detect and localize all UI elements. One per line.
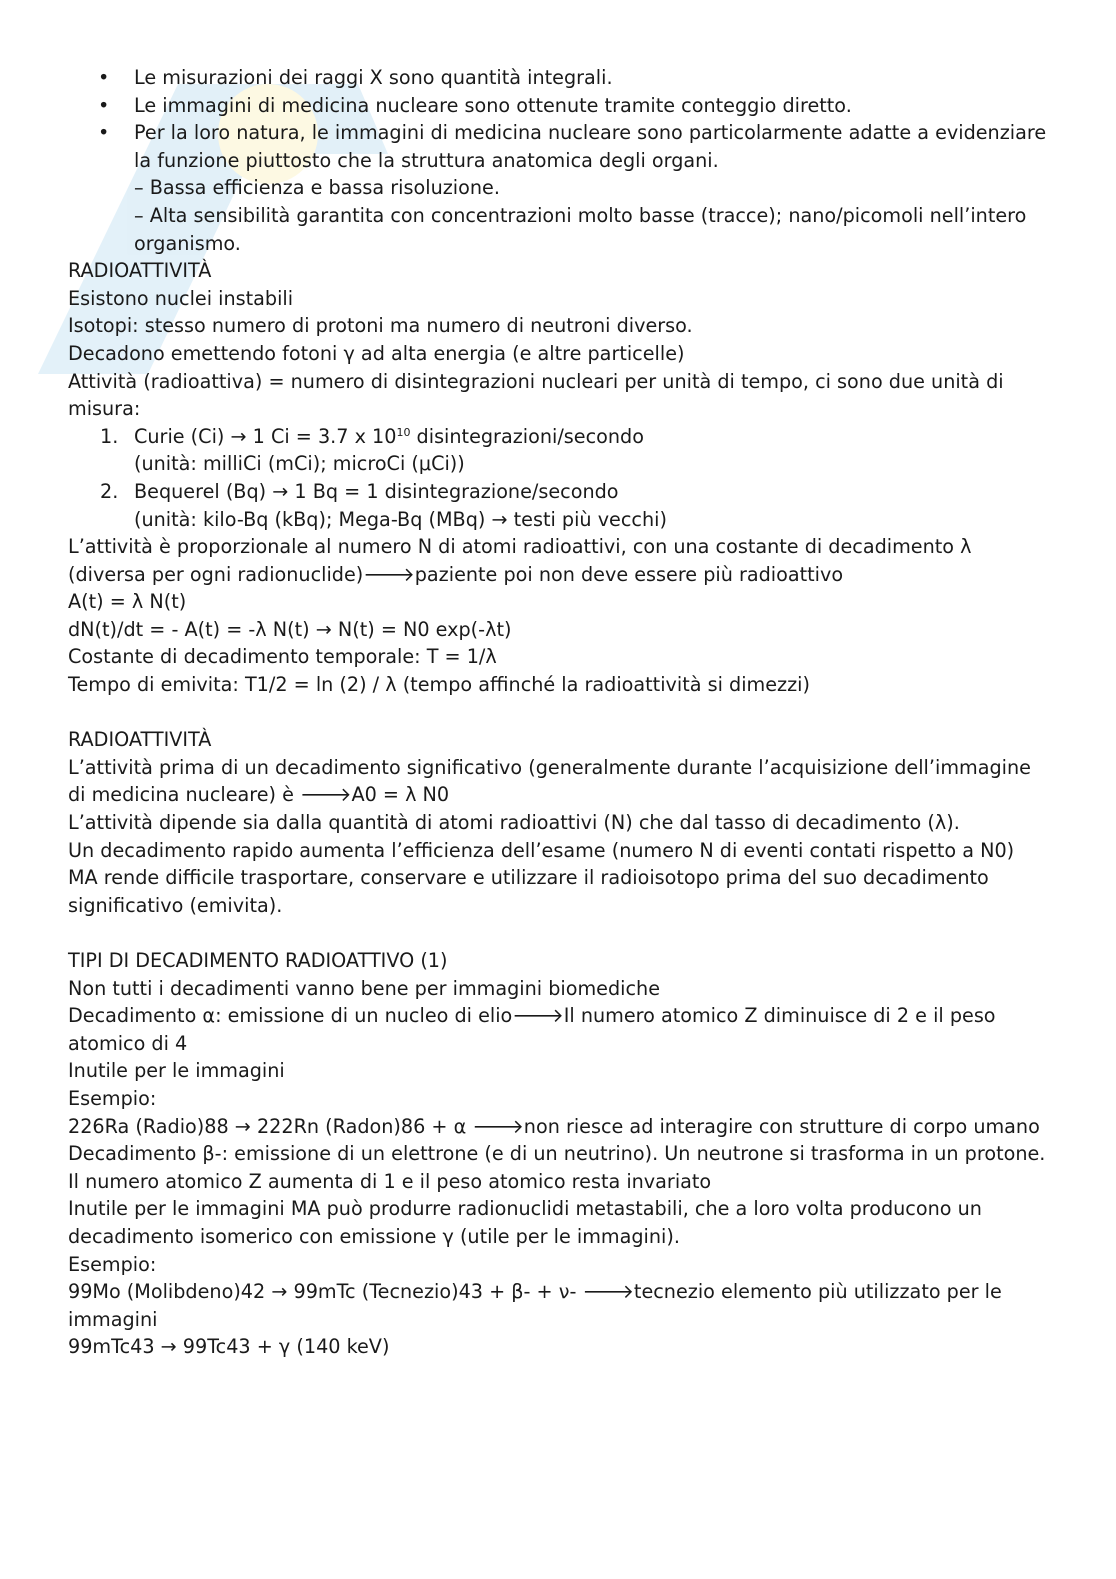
document-body <box>68 64 1048 1361</box>
list-item: • Per la loro natura, le immagini di medicina nucleare sono particolarmente adatte a evidenziare la funzione piuttosto che la struttura anatomica degli organi. – Bassa efficienza e bassa risoluzione. – Alta sensibilità garantita con concentrazioni molto basse (tracce); nano/picomoli nell’intero organismo. <box>68 119 1048 257</box>
formula: dN(t)/dt = - A(t) = -λ N(t) → N(t) = N0 exp(-λt) <box>68 617 512 641</box>
paragraph: Esistono nuclei instabili <box>68 286 294 310</box>
sub-item: – Bassa efficienza e bassa risoluzione. <box>134 176 500 200</box>
paragraph: Decadimento β-: emissione di un elettrone (e di un neutrino). Un neutrone si trasforma in un protone. <box>68 1142 1046 1166</box>
paragraph: L’attività dipende sia dalla quantità di atomi radioattivi (N) che dal tasso di decadimento (λ). <box>68 811 960 835</box>
paragraph: 99Mo (Molibdeno)42 → 99mTc (Tecnezio)43 + β- + ν- 🡒tecnezio elemento più utilizzato per le immagini <box>68 1280 1002 1331</box>
paragraph: Esempio: <box>68 1252 157 1276</box>
section-heading: TIPI DI DECADIMENTO RADIOATTIVO (1) <box>68 949 448 972</box>
list-item: 1. Curie (Ci) → 1 Ci = 3.7 x $10^{10}$ disintegrazioni/secondo (unità: milliCi (mCi); microCi (μCi)) <box>100 424 644 476</box>
section-heading: RADIOATTIVITÀ <box>68 728 212 752</box>
paragraph: Inutile per le immagini <box>68 1059 285 1083</box>
paragraph: MA rende difficile trasportare, conservare e utilizzare il radioisotopo prima del suo decadimento significativo (emivita). <box>68 866 989 917</box>
units-list <box>68 423 1048 533</box>
list-item: • Le misurazioni dei raggi X sono quantità integrali. <box>68 64 1048 92</box>
list-item: 2. Bequerel (Bq) → 1 Bq = 1 disintegrazione/secondo (unità: kilo-Bq (kBq); Mega-Bq (MBq) → testi più vecchi) <box>100 479 667 531</box>
sub-item: – Alta sensibilità garantita con concentrazioni molto basse (tracce); nano/picomoli nell’intero organismo. <box>134 203 1027 255</box>
section-heading: RADIOATTIVITÀ <box>68 259 212 283</box>
paragraph: Inutile per le immagini MA può produrre radionuclidi metastabili, che a loro volta producono un decadimento isomerico con emissione γ (utile per le immagini). <box>68 1197 982 1248</box>
paragraph: L’attività prima di un decadimento significativo (generalmente durante l’acquisizione dell’immagine di medicina nucleare) è 🡒A0 = λ N0 <box>68 755 1031 807</box>
paragraph: Decadimento α: emissione di un nucleo di elio🡒Il numero atomico Z diminuisce di 2 e il peso atomico di 4 <box>68 1004 996 1055</box>
paragraph: Attività (radioattiva) = numero di disintegrazioni nucleari per unità di tempo, ci sono due unità di misura: <box>68 369 1004 421</box>
paragraph: Il numero atomico Z aumenta di 1 e il peso atomico resta invariato <box>68 1169 712 1193</box>
intro-bullets <box>68 64 1048 257</box>
paragraph: L’attività è proporzionale al numero N di atomi radioattivi, con una costante di decadimento λ (diversa per ogni radionuclide)🡒paziente poi non deve essere più radioattivo <box>68 535 972 586</box>
list-item: • Le immagini di medicina nucleare sono ottenute tramite conteggio diretto. <box>68 92 1048 120</box>
paragraph: Isotopi: stesso numero di protoni ma numero di neutroni diverso. <box>68 314 693 338</box>
paragraph: Decadono emettendo fotoni γ ad alta energia (e altre particelle) <box>68 341 685 365</box>
formula: A(t) = λ N(t) <box>68 590 187 614</box>
paragraph: 226Ra (Radio)88 → 222Rn (Radon)86 + α 🡒non riesce ad interagire con strutture di corpo umano <box>68 1114 1040 1138</box>
paragraph: 99mTc43 → 99Tc43 + γ (140 keV) <box>68 1335 390 1359</box>
paragraph: Costante di decadimento temporale: T = 1/λ <box>68 645 497 669</box>
paragraph: Un decadimento rapido aumenta l’efficienza dell’esame (numero N di eventi contati rispetto a N0) <box>68 838 1015 862</box>
paragraph: Non tutti i decadimenti vanno bene per immagini biomediche <box>68 976 660 1000</box>
paragraph: Tempo di emivita: T1/2 = ln (2) / λ (tempo affinché la radioattività si dimezzi) <box>68 673 810 697</box>
paragraph: Esempio: <box>68 1086 157 1110</box>
